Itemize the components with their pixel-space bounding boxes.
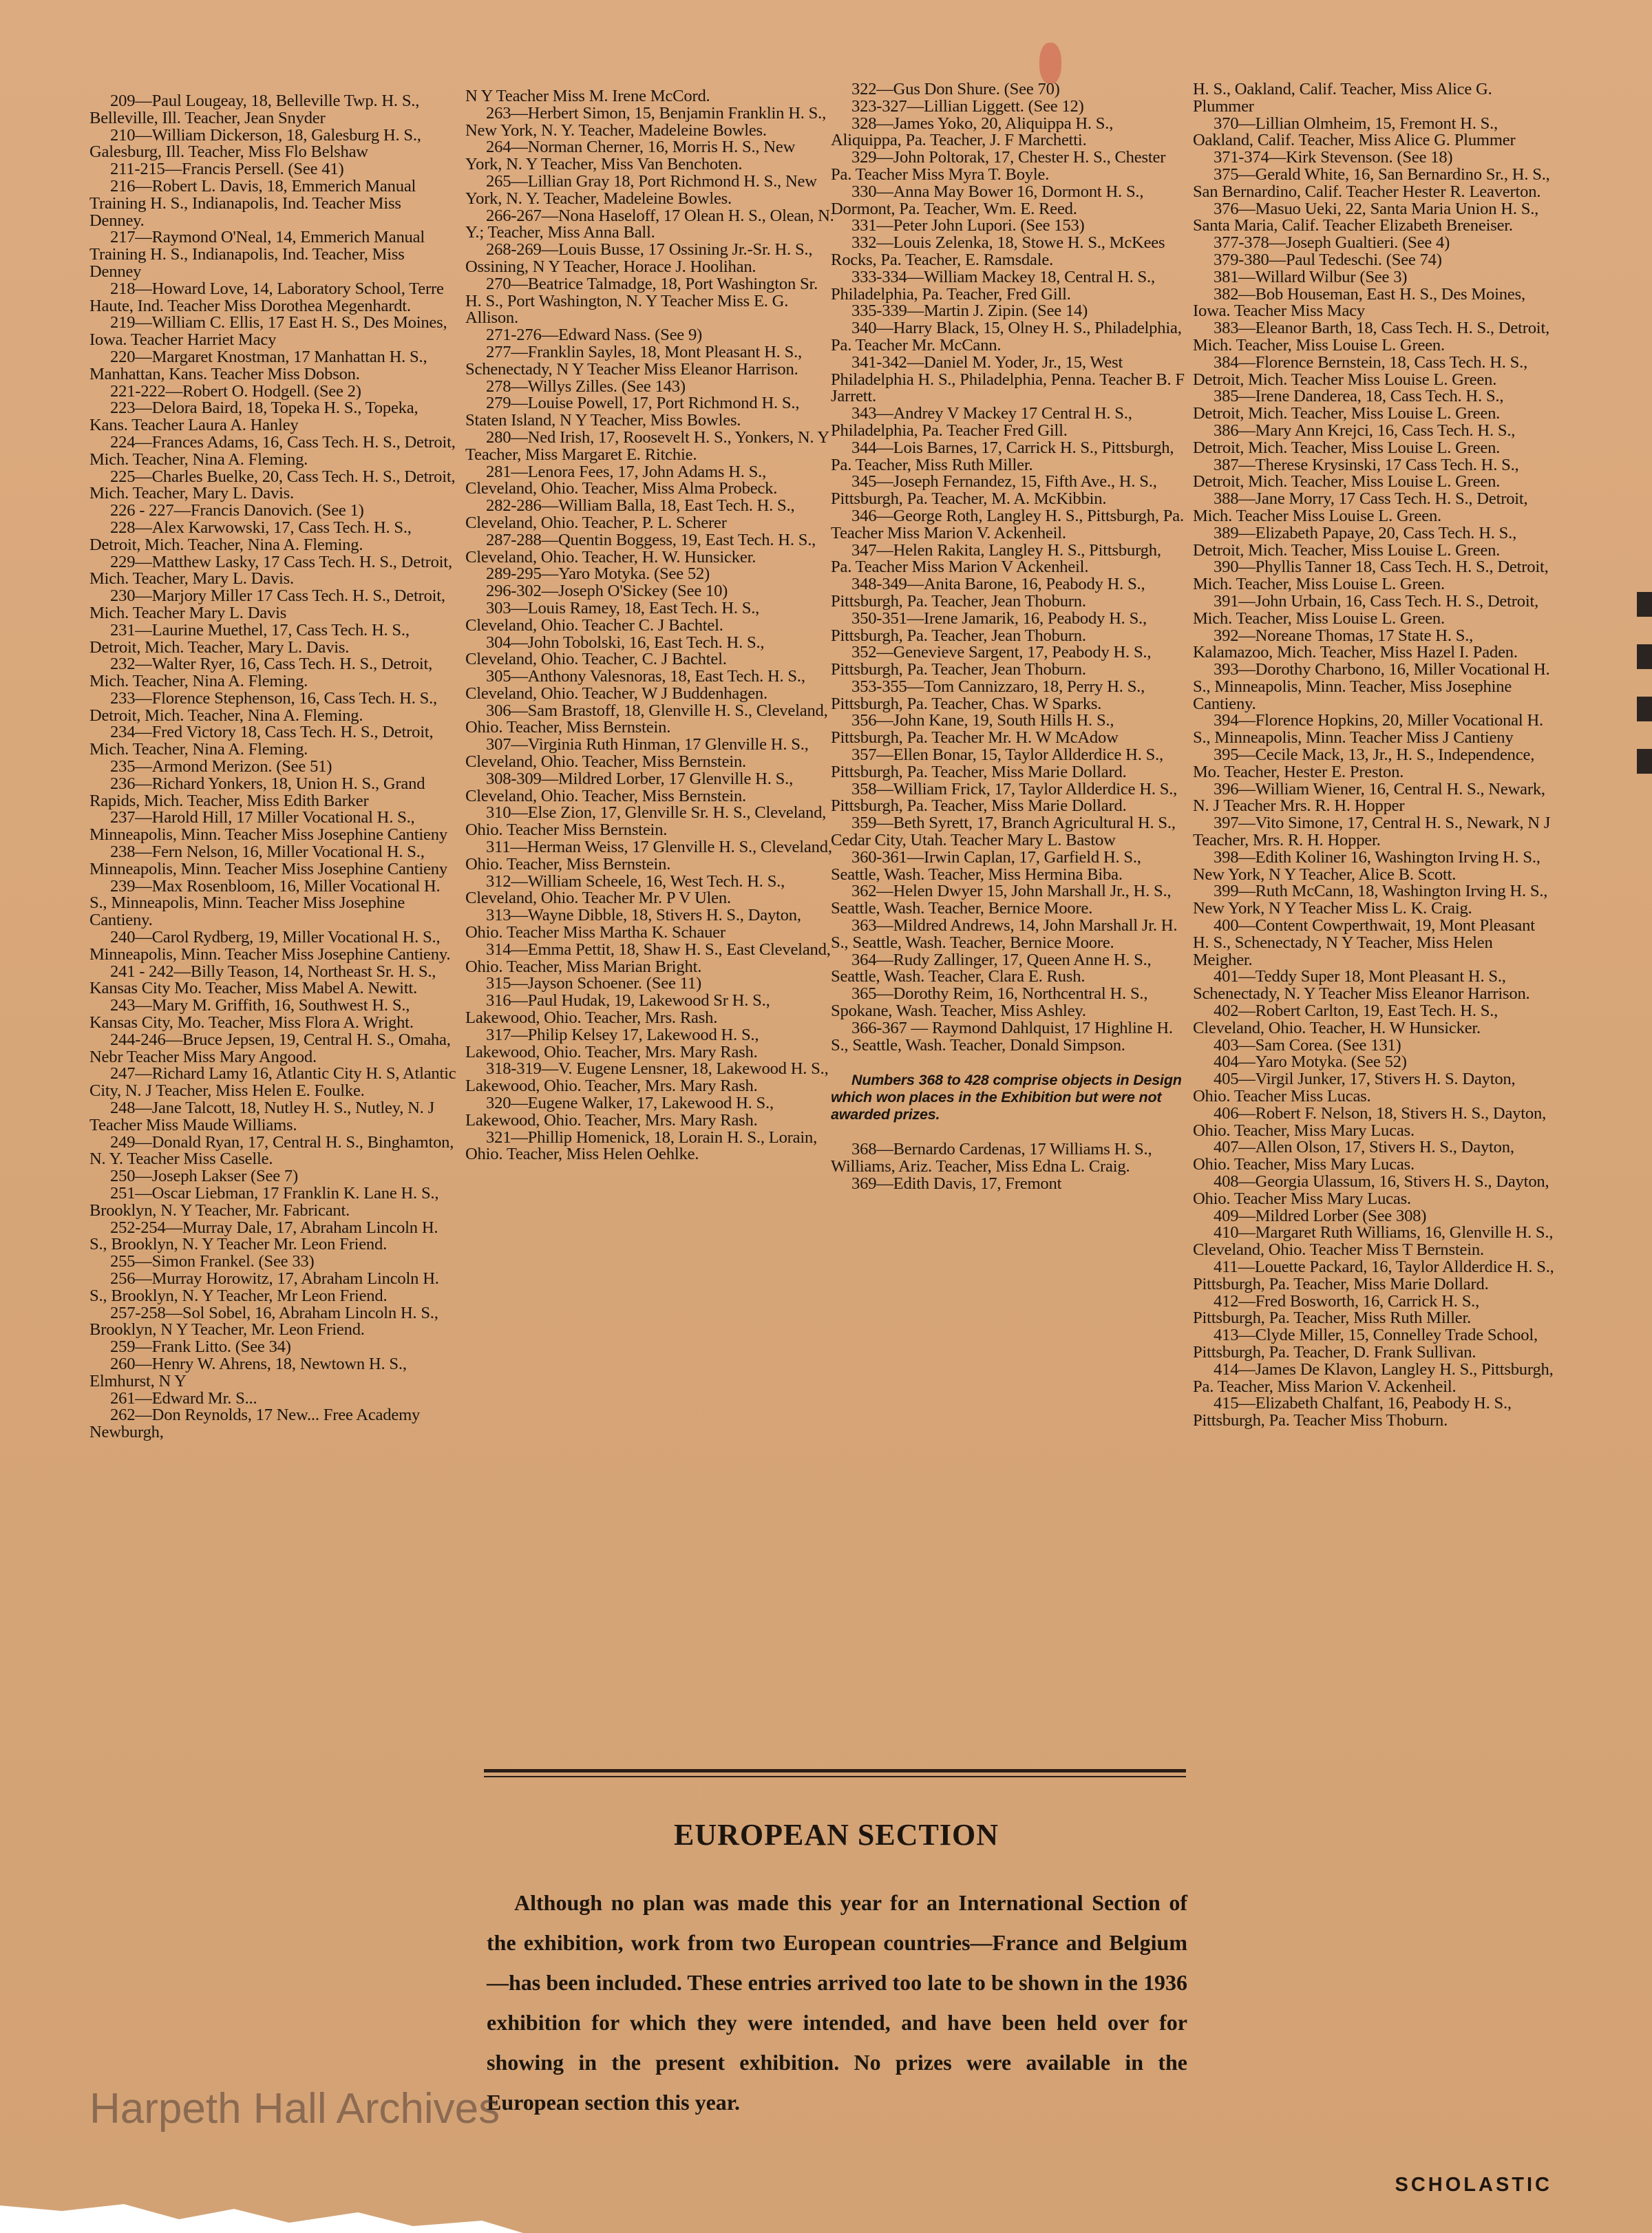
- entry-item: 365—Dorothy Reim, 16, Northcentral H. S., Spokane, Wash. Teacher, Miss Ashley.: [831, 984, 1148, 1021]
- entry-item: 231—Laurine Muethel, 17, Cass Tech. H. S., Detroit, Mich. Teacher, Mary L. Davis.: [89, 620, 410, 657]
- section-rule-thick: [484, 1769, 1186, 1772]
- entry-item: 282-286—William Balla, 18, East Tech. H. S., Cleveland, Ohio. Teacher, P. L. Scherer: [465, 496, 795, 532]
- entry-item: 225—Charles Buelke, 20, Cass Tech. H. S., Detroit, Mich. Teacher, Mary L. Davis.: [89, 467, 456, 503]
- entry-item: H. S., Oakland, Calif. Teacher, Miss Alice G. Plummer: [1193, 80, 1492, 116]
- entry-item: 406—Robert F. Nelson, 18, Stivers H. S., Dayton, Ohio. Teacher, Miss Mary Lucas.: [1193, 1103, 1547, 1140]
- entry-item: 394—Florence Hopkins, 20, Miller Vocational H. S., Minneapolis, Minn. Teacher Miss J Cantieny: [1193, 711, 1543, 748]
- entry-item: 316—Paul Hudak, 19, Lakewood Sr H. S., Lakewood, Ohio. Teacher, Mrs. Rash.: [465, 991, 770, 1028]
- entry-item: 257-258—Sol Sobel, 16, Abraham Lincoln H. S., Brooklyn, N Y Teacher, Mr. Leon Friend.: [89, 1303, 438, 1340]
- entry-item: 312—William Scheele, 16, West Tech. H. S., Cleveland, Ohio. Teacher Mr. P V Ulen.: [465, 871, 785, 908]
- entry-item: 388—Jane Morry, 17 Cass Tech. H. S., Detroit, Mich. Teacher Miss Louise L. Green.: [1193, 489, 1528, 525]
- entry-item: 240—Carol Rydberg, 19, Miller Vocational H. S., Minneapolis, Minn. Teacher Miss Josephine Cantieny.: [89, 928, 451, 964]
- entry-item: 331—Peter John Lupori. (See 153): [851, 216, 1085, 235]
- entry-item: 211-215—Francis Persell. (See 41): [110, 160, 344, 179]
- entry-item: 410—Margaret Ruth Williams, 16, Glenville H. S., Cleveland, Ohio. Teacher Miss T Bernstein.: [1193, 1223, 1554, 1260]
- entry-item: 413—Clyde Miller, 15, Connelley Trade School, Pittsburgh, Pa. Teacher, D. Frank Sullivan.: [1193, 1326, 1538, 1362]
- entry-item: 370—Lillian Olmheim, 15, Fremont H. S., Oakland, Calif. Teacher, Miss Alice G. Plummer: [1193, 114, 1516, 150]
- entry-item: 306—Sam Brastoff, 18, Glenville H. S., Cleveland, Ohio. Teacher, Miss Bernstein.: [465, 701, 828, 737]
- entry-item: 264—Norman Cherner, 16, Morris H. S., New York, N. Y Teacher, Miss Van Benchoten.: [465, 138, 796, 174]
- entry-item: 415—Elizabeth Chalfant, 16, Peabody H. S., Pittsburgh, Pa. Teacher Miss Thoburn.: [1193, 1394, 1512, 1430]
- entry-item: 401—Teddy Super 18, Mont Pleasant H. S., Schenectady, N. Y Teacher Miss Eleanor Harrison.: [1193, 967, 1530, 1004]
- entry-item: 235—Armond Merizon. (See 51): [110, 757, 332, 776]
- entry-item: 296-302—Joseph O'Sickey (See 10): [486, 582, 728, 601]
- entry-item: 249—Donald Ryan, 17, Central H. S., Binghamton, N. Y. Teacher Miss Caselle.: [89, 1132, 454, 1169]
- torn-bottom-edge: [0, 2192, 1652, 2233]
- entry-item: 332—Louis Zelenka, 18, Stowe H. S., McKees Rocks, Pa. Teacher, E. Ramsdale.: [831, 233, 1165, 269]
- entry-item: 358—William Frick, 17, Taylor Allderdice H. S., Pittsburgh, Pa. Teacher, Miss Marie Dollard.: [831, 779, 1178, 816]
- entry-item: 346—George Roth, Langley H. S., Pittsburgh, Pa. Teacher Miss Marion V. Ackenheil.: [831, 506, 1184, 542]
- entry-item: 252-254—Murray Dale, 17, Abraham Lincoln H. S., Brooklyn, N. Y Teacher Mr. Leon Friend.: [89, 1218, 438, 1254]
- entry-item: 241 - 242—Billy Teason, 14, Northeast Sr. H. S., Kansas City Mo. Teacher, Miss Mabel A. Newitt.: [89, 962, 436, 998]
- entry-item: 232—Walter Ryer, 16, Cass Tech. H. S., Detroit, Mich. Teacher, Nina A. Fleming.: [89, 655, 433, 691]
- entry-item: 323-327—Lillian Liggett. (See 12): [851, 96, 1084, 116]
- entry-item: 409—Mildred Lorber (See 308): [1214, 1206, 1427, 1225]
- entry-item: 268-269—Louis Busse, 17 Ossining Jr.-Sr. H. S., Ossining, N Y Teacher, Horace J. Hoolihan.: [465, 240, 813, 276]
- entry-item: 402—Robert Carlton, 19, East Tech. H. S., Cleveland, Ohio. Teacher, H. W Hunsicker.: [1193, 1002, 1499, 1037]
- entry-item: 357—Ellen Bonar, 15, Taylor Allderdice H. S., Pittsburgh, Pa. Teacher, Miss Marie Dollard.: [831, 745, 1163, 781]
- entry-item: 308-309—Mildred Lorber, 17 Glenville H. S., Cleveland, Ohio. Teacher, Miss Bernstein.: [465, 769, 794, 805]
- entry-item: 318-319—V. Eugene Lensner, 18, Lakewood H. S., Lakewood, Ohio. Teacher, Mrs. Mary Rash.: [465, 1059, 829, 1096]
- entry-item: 259—Frank Litto. (See 34): [110, 1337, 291, 1357]
- entry-item: 391—John Urbain, 16, Cass Tech. H. S., Detroit, Mich. Teacher, Miss Louise L. Green.: [1193, 591, 1539, 628]
- entry-item: 383—Eleanor Barth, 18, Cass Tech. H. S., Detroit, Mich. Teacher, Miss Louise L. Green.: [1193, 319, 1550, 354]
- edge-tab: [1637, 749, 1652, 774]
- entry-item: 375—Gerald White, 16, San Bernardino Sr., H. S., San Bernardino, Calif. Teacher Hester R. Leaverton.: [1193, 165, 1550, 201]
- entry-item: 376—Masuo Ueki, 22, Santa Maria Union H. S., Santa Maria, Calif. Teacher Elizabeth Breneiser.: [1193, 199, 1539, 235]
- entry-item: 261—Edward Mr. S...: [110, 1388, 257, 1408]
- entry-item: 262—Don Reynolds, 17 New... Free Academy Newburgh,: [89, 1406, 421, 1442]
- entry-item: 320—Eugene Walker, 17, Lakewood H. S., Lakewood, Ohio. Teacher, Mrs. Mary Rash.: [465, 1094, 774, 1130]
- entry-item: 209—Paul Lougeay, 18, Belleville Twp. H. S., Belleville, Ill. Teacher, Jean Snyder: [89, 92, 420, 127]
- entry-item: 314—Emma Pettit, 18, Shaw H. S., East Cleveland, Ohio. Teacher, Miss Marian Bright.: [465, 940, 831, 976]
- entry-item: 322—Gus Don Shure. (See 70): [851, 80, 1060, 98]
- entry-item: 271-276—Edward Nass. (See 9): [486, 326, 703, 345]
- entry-item: 405—Virgil Junker, 17, Stivers H. S. Dayton, Ohio. Teacher Miss Lucas.: [1193, 1070, 1516, 1106]
- entry-item: 330—Anna May Bower 16, Dormont H. S., Dormont, Pa. Teacher, Wm. E. Reed.: [831, 182, 1144, 218]
- entry-item: 217—Raymond O'Neal, 14, Emmerich Manual Training H. S., Indianapolis, Ind. Teacher, Miss Denney: [89, 228, 425, 281]
- entry-item: 362—Helen Dwyer 15, John Marshall Jr., H. S., Seattle, Wash. Teacher, Bernice Moore.: [831, 882, 1172, 918]
- entry-item: 313—Wayne Dibble, 18, Stivers H. S., Dayton, Ohio. Teacher Miss Martha K. Schauer: [465, 906, 801, 942]
- edge-tab-marks: [1637, 592, 1652, 801]
- entry-item: 317—Philip Kelsey 17, Lakewood H. S., Lakewood, Ohio. Teacher, Mrs. Mary Rash.: [465, 1025, 759, 1061]
- entry-item: 398—Edith Koliner 16, Washington Irving H. S., New York, N Y Teacher, Alice B. Scott.: [1193, 847, 1540, 884]
- entry-item: 234—Fred Victory 18, Cass Tech. H. S., Detroit, Mich. Teacher, Nina A. Fleming.: [89, 723, 434, 759]
- entry-item: 396—William Wiener, 16, Central H. S., Newark, N. J Teacher Mrs. R. H. Hopper: [1193, 779, 1545, 816]
- entry-item: 219—William C. Ellis, 17 East H. S., Des Moines, Iowa. Teacher Harriet Macy: [89, 313, 447, 350]
- entry-item: 256—Murray Horowitz, 17, Abraham Lincoln H. S., Brooklyn, N. Y Teacher, Mr Leon Friend.: [89, 1269, 439, 1305]
- entry-item: 303—Louis Ramey, 18, East Tech. H. S., Cleveland, Ohio. Teacher C. J Bachtel.: [465, 598, 760, 635]
- entry-item: 392—Noreane Thomas, 17 State H. S., Kalamazoo, Mich. Teacher, Miss Hazel I. Paden.: [1193, 626, 1518, 662]
- entry-item: 356—John Kane, 19, South Hills H. S., Pittsburgh, Pa. Teacher Mr. H. W McAdow: [831, 711, 1119, 748]
- entry-item: 247—Richard Lamy 16, Atlantic City H. S, Atlantic City, N. J Teacher, Miss Helen E. Foulke.: [89, 1064, 456, 1101]
- european-section-heading: EUROPEAN SECTION: [674, 1818, 999, 1852]
- entry-item: 265—Lillian Gray 18, Port Richmond H. S., New York, N. Y. Teacher, Madeleine Bowles.: [465, 171, 817, 208]
- section-rule-thin: [484, 1776, 1186, 1777]
- listing-column-4: [1193, 81, 1554, 1430]
- entry-item: 221-222—Robert O. Hodgell. (See 2): [110, 381, 361, 401]
- entry-item: 220—Margaret Knostman, 17 Manhattan H. S., Manhattan, Kans. Teacher Miss Dobson.: [89, 347, 427, 383]
- red-stain-mark: [1039, 43, 1061, 84]
- entry-item: 414—James De Klavon, Langley H. S., Pittsburgh, Pa. Teacher, Miss Marion V. Ackenheil.: [1193, 1359, 1554, 1396]
- edge-tab: [1637, 644, 1652, 669]
- entry-item: 384—Florence Bernstein, 18, Cass Tech. H. S., Detroit, Mich. Teacher Miss Louise L. Green.: [1193, 352, 1528, 389]
- entry-item: 385—Irene Danderea, 18, Cass Tech. H. S., Detroit, Mich. Teacher, Miss Louise L. Green.: [1193, 387, 1504, 423]
- entry-item: 236—Richard Yonkers, 18, Union H. S., Grand Rapids, Mich. Teacher, Miss Edith Barker: [89, 774, 425, 810]
- entry-item: 238—Fern Nelson, 16, Miller Vocational H. S., Minneapolis, Minn. Teacher Miss Josephine Cantieny: [89, 843, 447, 878]
- edge-tab: [1637, 697, 1652, 721]
- edge-tab: [1637, 592, 1652, 617]
- entry-item: 364—Rudy Zallinger, 17, Queen Anne H. S., Seattle, Wash. Teacher, Clara E. Rush.: [831, 950, 1152, 986]
- entry-item: 255—Simon Frankel. (See 33): [110, 1252, 315, 1271]
- entry-item: 353-355—Tom Cannizzaro, 18, Perry H. S., Pittsburgh, Pa. Teacher, Chas. W Sparks.: [831, 677, 1145, 713]
- entry-item: 315—Jayson Schoener. (See 11): [486, 974, 701, 993]
- entry-item: 348-349—Anita Barone, 16, Peabody H. S., Pittsburgh, Pa. Teacher, Jean Thoburn.: [831, 575, 1145, 611]
- entry-item: 389—Elizabeth Papaye, 20, Cass Tech. H. S., Detroit, Mich. Teacher, Miss Louise L. Green.: [1193, 523, 1517, 560]
- entry-item: 223—Delora Baird, 18, Topeka H. S., Topeka, Kans. Teacher Laura A. Hanley: [89, 399, 419, 435]
- entry-item: 237—Harold Hill, 17 Miller Vocational H. S., Minneapolis, Minn. Teacher Miss Josephine Cantieny: [89, 808, 447, 845]
- entry-item: 387—Therese Krysinski, 17 Cass Tech. H. S., Detroit, Mich. Teacher, Miss Louise L. Green.: [1193, 455, 1519, 491]
- entry-item: 244-246—Bruce Jepsen, 19, Central H. S., Omaha, Nebr Teacher Miss Mary Angood.: [89, 1030, 451, 1066]
- entry-item: 266-267—Nona Haseloff, 17 Olean H. S., Olean, N. Y.; Teacher, Miss Anna Ball.: [465, 206, 834, 242]
- entry-item: 400—Content Cowperthwait, 19, Mont Pleasant H. S., Schenectady, N Y Teacher, Miss Helen Meigher.: [1193, 916, 1535, 969]
- entry-item: 382—Bob Houseman, East H. S., Des Moines, Iowa. Teacher Miss Macy: [1193, 284, 1525, 321]
- entry-item: 411—Louette Packard, 16, Taylor Allderdice H. S., Pittsburgh, Pa. Teacher, Miss Marie Dollard.: [1193, 1257, 1554, 1293]
- listing-column-3: [831, 81, 1185, 1193]
- entry-item: 210—William Dickerson, 18, Galesburg H. S., Galesburg, Ill. Teacher, Miss Flo Belshaw: [89, 125, 421, 162]
- entry-item: 344—Lois Barnes, 17, Carrick H. S., Pittsburgh, Pa. Teacher, Miss Ruth Miller.: [831, 438, 1174, 474]
- entry-item: 243—Mary M. Griffith, 16, Southwest H. S., Kansas City, Mo. Teacher, Miss Flora A. Wright.: [89, 996, 414, 1033]
- entry-item: 278—Willys Zilles. (See 143): [486, 377, 686, 396]
- entry-item: 340—Harry Black, 15, Olney H. S., Philadelphia, Pa. Teacher Mr. McCann.: [831, 319, 1182, 354]
- listing-column-1: [89, 93, 458, 1441]
- entry-item: 335-339—Martin J. Zipin. (See 14): [851, 301, 1088, 321]
- entry-item: 305—Anthony Valesnoras, 18, East Tech. H. S., Cleveland, Ohio. Teacher, W J Buddenhagen.: [465, 667, 805, 703]
- entry-item: 363—Mildred Andrews, 14, John Marshall Jr. H. S., Seattle, Wash. Teacher, Bernice Moore.: [831, 916, 1178, 952]
- archive-watermark: Harpeth Hall Archives: [89, 2085, 500, 2133]
- entry-item: 229—Matthew Lasky, 17 Cass Tech. H. S., Detroit, Mich. Teacher, Mary L. Davis.: [89, 552, 452, 589]
- entry-item: 280—Ned Irish, 17, Roosevelt H. S., Yonkers, N. Y Teacher, Miss Margaret E. Ritchie.: [465, 427, 829, 464]
- entry-item: 366-367 — Raymond Dahlquist, 17 Highline H. S., Seattle, Wash. Teacher, Donald Simpson.: [831, 1018, 1173, 1055]
- entry-item: 399—Ruth McCann, 18, Washington Irving H. S., New York, N Y Teacher Miss L. K. Craig.: [1193, 882, 1548, 918]
- entry-item: 251—Oscar Liebman, 17 Franklin K. Lane H. S., Brooklyn, N. Y Teacher, Mr. Fabricant.: [89, 1184, 439, 1220]
- entry-item: 230—Marjory Miller 17 Cass Tech. H. S., Detroit, Mich. Teacher Mary L. Davis: [89, 586, 445, 622]
- entry-item: 359—Beth Syrett, 17, Branch Agricultural H. S., Cedar City, Utah. Teacher Mary L. Bastow: [831, 814, 1176, 850]
- entry-item: 368—Bernardo Cardenas, 17 Williams H. S., Williams, Ariz. Teacher, Miss Edna L. Craig.: [831, 1140, 1152, 1176]
- entry-item: 277—Franklin Sayles, 18, Mont Pleasant H. S., Schenectady, N Y Teacher Miss Eleanor Harrison.: [465, 342, 802, 379]
- entry-item: 310—Else Zion, 17, Glenville Sr. H. S., Cleveland, Ohio. Teacher Miss Bernstein.: [465, 803, 827, 840]
- entry-item: 279—Louise Powell, 17, Port Richmond H. S., Staten Island, N Y Teacher, Miss Bowles.: [465, 394, 800, 430]
- entry-item: 328—James Yoko, 20, Aliquippa H. S., Aliquippa, Pa. Teacher, J. F Marchetti.: [831, 114, 1114, 150]
- entry-item: 329—John Poltorak, 17, Chester H. S., Chester Pa. Teacher Miss Myra T. Boyle.: [831, 148, 1166, 184]
- entry-item: 304—John Tobolski, 16, East Tech. H. S., Cleveland, Ohio. Teacher, C. J Bachtel.: [465, 633, 765, 669]
- entry-item: 397—Vito Simone, 17, Central H. S., Newark, N J Teacher, Mrs. R. H. Hopper.: [1193, 814, 1551, 850]
- entry-item: 216—Robert L. Davis, 18, Emmerich Manual Training H. S., Indianapolis, Ind. Teacher Miss Denney.: [89, 176, 416, 230]
- entry-item: 345—Joseph Fernandez, 15, Fifth Ave., H. S., Pittsburgh, Pa. Teacher, M. A. McKibbin.: [831, 472, 1157, 509]
- entry-item: 287-288—Quentin Boggess, 19, East Tech. H. S., Cleveland, Ohio. Teacher, H. W. Hunsicker.: [465, 530, 816, 567]
- entry-item: 393—Dorothy Charbono, 16, Miller Vocational H. S., Minneapolis, Minn. Teacher, Miss Josephine Cantieny.: [1193, 660, 1550, 713]
- entry-item: 377-378—Joseph Gualtieri. (See 4): [1214, 233, 1450, 253]
- entry-item: 307—Virginia Ruth Hinman, 17 Glenville H. S., Cleveland, Ohio. Teacher, Miss Bernstein.: [465, 735, 809, 772]
- entry-item: 381—Willard Wilbur (See 3): [1214, 267, 1408, 286]
- entry-item: 263—Herbert Simon, 15, Benjamin Franklin H. S., New York, N. Y. Teacher, Madeleine Bowles.: [465, 103, 827, 140]
- entry-item: 343—Andrey V Mackey 17 Central H. S., Philadelphia, Pa. Teacher Fred Gill.: [831, 404, 1132, 440]
- entry-item: 404—Yaro Motyka. (See 52): [1214, 1052, 1407, 1072]
- entry-item: 350-351—Irene Jamarik, 16, Peabody H. S., Pittsburgh, Pa. Teacher, Jean Thoburn.: [831, 608, 1147, 645]
- entry-item: 347—Helen Rakita, Langley H. S., Pittsburgh, Pa. Teacher Miss Marion V Ackenheil.: [831, 540, 1161, 577]
- entry-item: 403—Sam Corea. (See 131): [1214, 1035, 1401, 1055]
- entry-item: 407—Allen Olson, 17, Stivers H. S., Dayton, Ohio. Teacher, Miss Mary Lucas.: [1193, 1138, 1514, 1174]
- footer-publication-name: SCHOLASTIC: [1395, 2174, 1552, 2196]
- entry-item: 379-380—Paul Tedeschi. (See 74): [1214, 250, 1442, 269]
- entry-item: 352—Genevieve Sargent, 17, Peabody H. S., Pittsburgh, Pa. Teacher, Jean Thoburn.: [831, 643, 1152, 679]
- entry-item: 386—Mary Ann Krejci, 16, Cass Tech. H. S., Detroit, Mich. Teacher, Miss Louise L. Green.: [1193, 421, 1516, 457]
- listing-column-2: [465, 88, 834, 1163]
- entry-item: 395—Cecile Mack, 13, Jr., H. S., Independence, Mo. Teacher, Hester E. Preston.: [1193, 745, 1535, 781]
- entry-item: 228—Alex Karwowski, 17, Cass Tech. H. S., Detroit, Mich. Teacher, Nina A. Fleming.: [89, 518, 412, 554]
- entry-item: 412—Fred Bosworth, 16, Carrick H. S., Pittsburgh, Pa. Teacher, Miss Ruth Miller.: [1193, 1291, 1480, 1328]
- entry-item: 226 - 227—Francis Danovich. (See 1): [110, 501, 364, 520]
- entry-item: 233—Florence Stephenson, 16, Cass Tech. H. S., Detroit, Mich. Teacher, Nina A. Fleming.: [89, 688, 437, 725]
- entry-item: 218—Howard Love, 14, Laboratory School, Terre Haute, Ind. Teacher Miss Dorothea Megenhardt.: [89, 279, 444, 315]
- entry-item: 248—Jane Talcott, 18, Nutley H. S., Nutley, N. J Teacher Miss Maude Williams.: [89, 1099, 434, 1134]
- entry-item: 390—Phyllis Tanner 18, Cass Tech. H. S., Detroit, Mich. Teacher, Miss Louise L. Green.: [1193, 558, 1549, 594]
- entry-item: 371-374—Kirk Stevenson. (See 18): [1214, 148, 1453, 167]
- entry-item: 281—Lenora Fees, 17, John Adams H. S., Cleveland, Ohio. Teacher, Miss Alma Probeck.: [465, 462, 778, 498]
- entry-item: 270—Beatrice Talmadge, 18, Port Washington Sr. H. S., Port Washington, N. Y Teacher Miss E. G. Allison.: [465, 274, 818, 328]
- entry-item: 260—Henry W. Ahrens, 18, Newtown H. S., Elmhurst, N Y: [89, 1354, 407, 1390]
- entry-item: 333-334—William Mackey 18, Central H. S., Philadelphia, Pa. Teacher, Fred Gill.: [831, 267, 1155, 304]
- entry-item: N Y Teacher Miss M. Irene McCord.: [465, 87, 710, 105]
- entry-item: 250—Joseph Lakser (See 7): [110, 1167, 298, 1186]
- entry-item: 341-342—Daniel M. Yoder, Jr., 15, West Philadelphia H. S., Philadelphia, Penna. Teacher B. F Jarrett.: [831, 352, 1185, 406]
- european-section-body: Although no plan was made this year for an International Section of the exhibition, work from two European countries—France and Belgium—has been included. These entries arrived too late to be shown in the 1936 exhibition for which they were intended, and have been held over for showing in the present exhibition. No prizes were available in the European section this year.: [487, 1890, 1187, 2115]
- entry-item: 321—Phillip Homenick, 18, Lorain H. S., Lorain, Ohio. Teacher, Miss Helen Oehlke.: [465, 1128, 818, 1164]
- entry-item: 369—Edith Davis, 17, Fremont: [851, 1174, 1062, 1194]
- entry-item: 408—Georgia Ulassum, 16, Stivers H. S., Dayton, Ohio. Teacher Miss Mary Lucas.: [1193, 1172, 1549, 1208]
- entry-item: 311—Herman Weiss, 17 Glenville H. S., Cleveland, Ohio. Teacher, Miss Bernstein.: [465, 838, 832, 874]
- entry-item: 289-295—Yaro Motyka. (See 52): [486, 564, 710, 584]
- entry-item: 239—Max Rosenbloom, 16, Miller Vocational H. S., Minneapolis, Minn. Teacher Miss Josephine Cantieny.: [89, 876, 441, 930]
- entry-item: 224—Frances Adams, 16, Cass Tech. H. S., Detroit, Mich. Teacher, Nina A. Fleming.: [89, 432, 456, 469]
- entry-item: 360-361—Irwin Caplan, 17, Garfield H. S., Seattle, Wash. Teacher, Miss Hermina Biba.: [831, 847, 1141, 884]
- design-note: Numbers 368 to 428 comprise objects in Design which won places in the Exhibition but were not awarded prizes.: [831, 1072, 1182, 1123]
